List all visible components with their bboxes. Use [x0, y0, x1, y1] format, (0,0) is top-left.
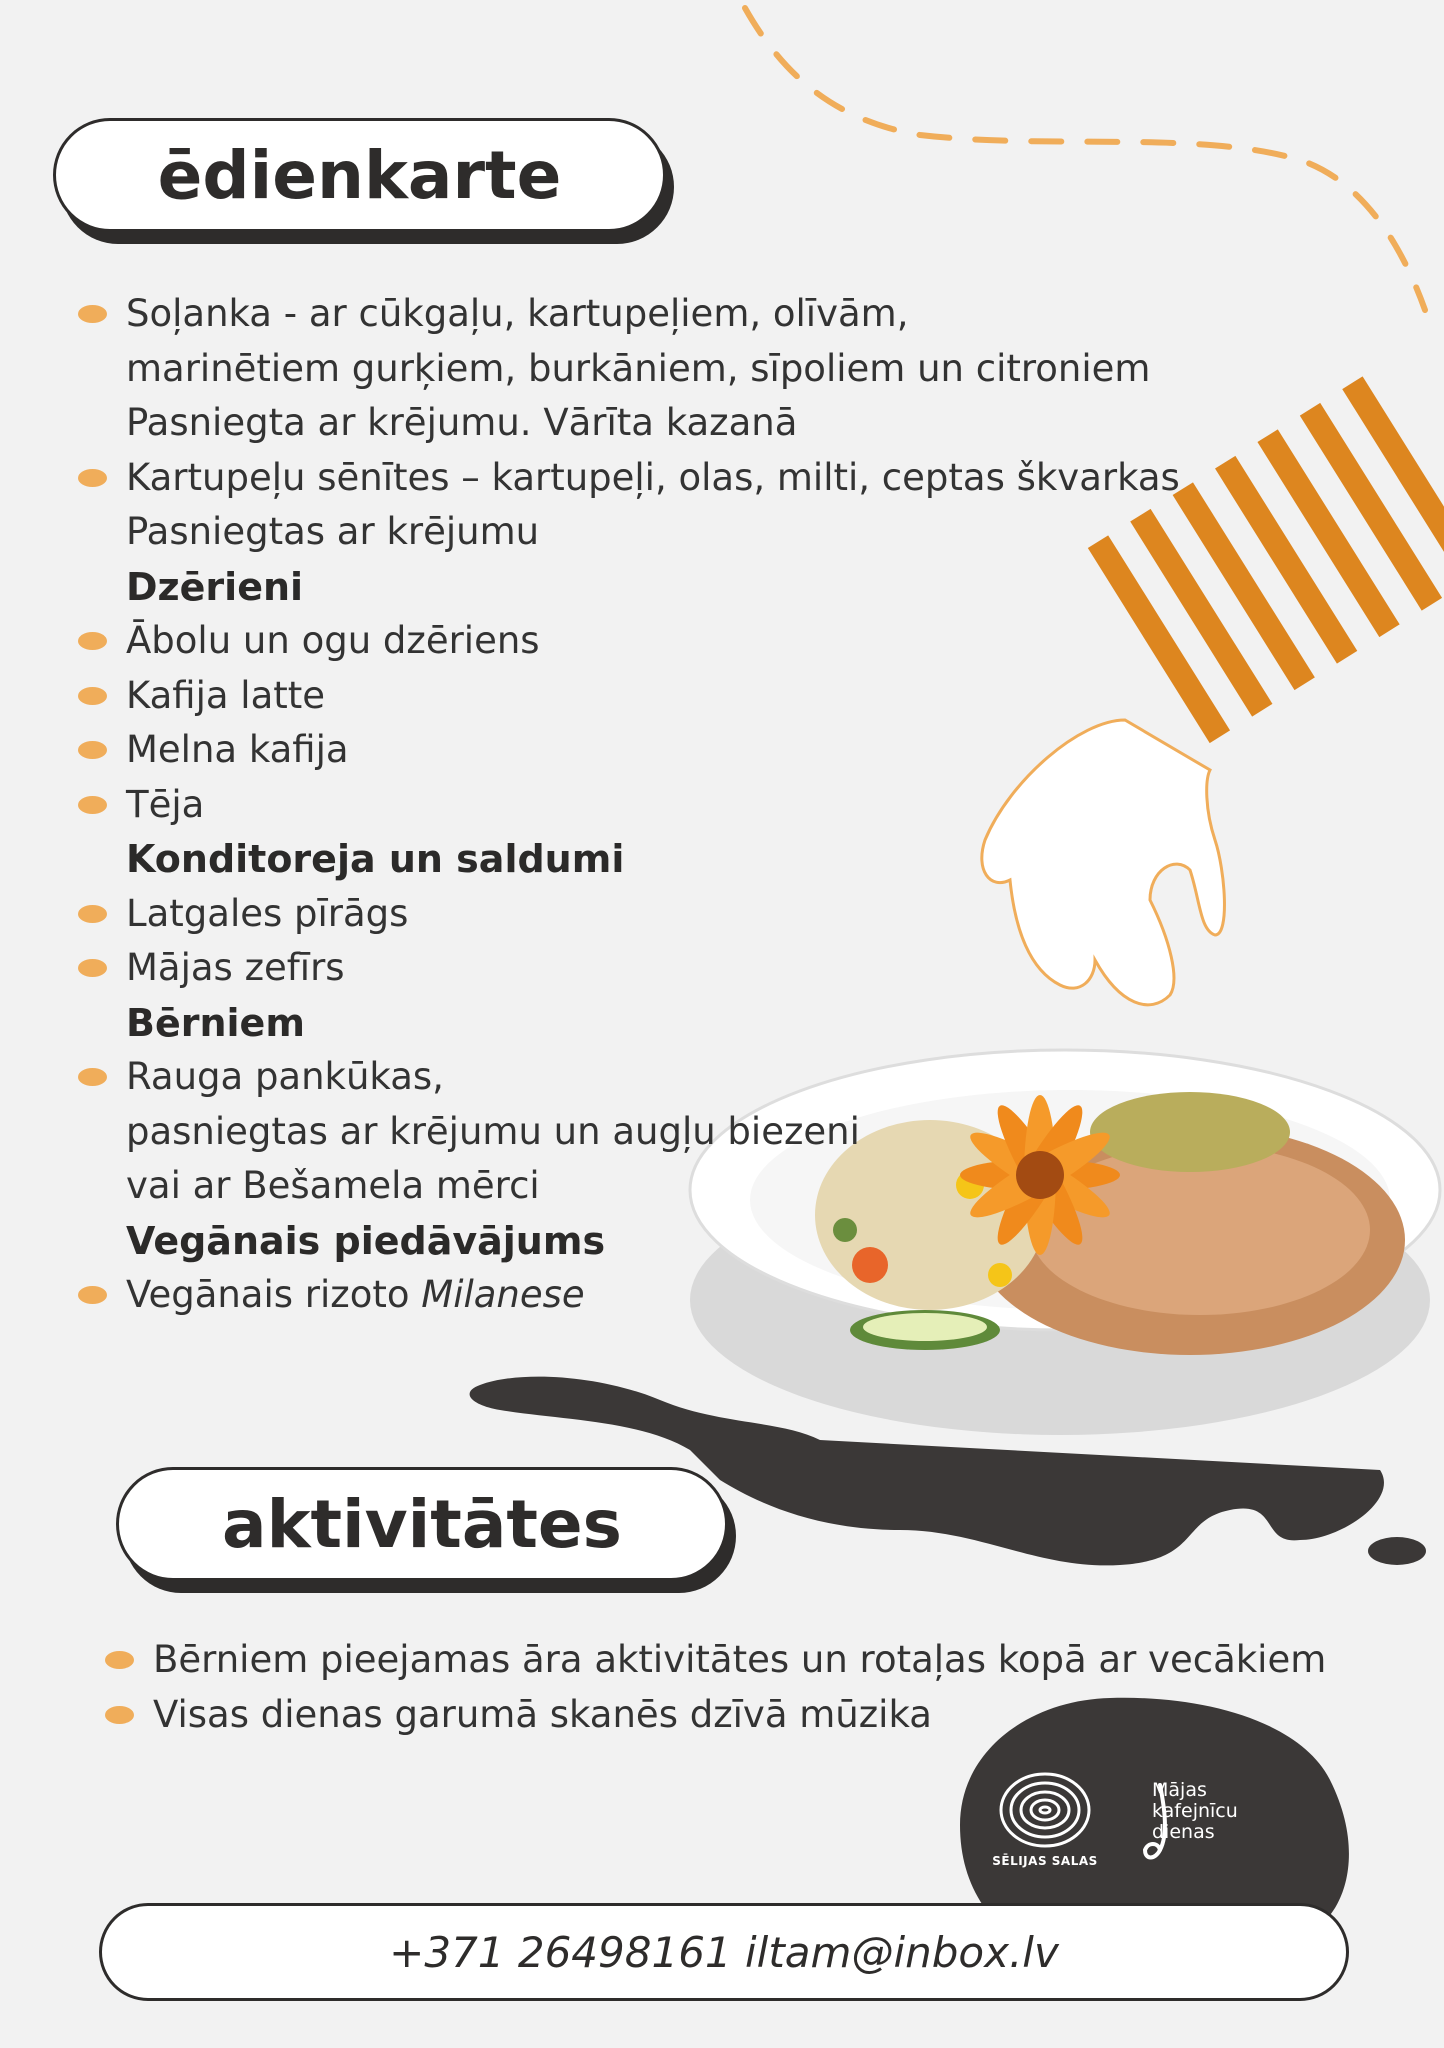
activities-list — [105, 1633, 1355, 1742]
bullet-dot — [78, 469, 107, 487]
list-item: Melna kafija — [78, 723, 1198, 778]
majas-kafejnicu-logo: Mājas kafejnīcu dienas — [1152, 1779, 1238, 1843]
bullet-dot — [78, 632, 107, 650]
bullet-dot — [78, 687, 107, 705]
list-item: Mājas zefīrs — [78, 941, 1198, 996]
bullet-dot — [78, 741, 107, 759]
bullet-dot — [78, 905, 107, 923]
list-item: Kartupeļu sēnītes – kartupeļi, olas, milti, ceptas škvarkas Pasniegtas ar krējumu — [78, 451, 1198, 560]
list-item: Latgales pīrāgs — [78, 887, 1198, 942]
list-item: Visas dienas garumā skanēs dzīvā mūzika — [105, 1688, 1355, 1743]
bullet-dot — [78, 305, 107, 323]
dashed-curve — [745, 8, 1425, 310]
list-item: Bērniem pieejamas āra aktivitātes un rotaļas kopā ar vecākiem — [105, 1633, 1355, 1688]
list-item: Vegānais rizoto Milanese — [78, 1268, 1198, 1323]
bullet-dot — [105, 1706, 134, 1724]
section-heading-drinks: Dzērieni — [126, 564, 304, 609]
list-item: Tēja — [78, 778, 1198, 833]
splat-drop — [1368, 1537, 1426, 1565]
contact-info: +371 26498161 iltam@inbox.lv — [99, 1903, 1349, 2001]
bullet-dot — [78, 959, 107, 977]
bullet-dot — [78, 1286, 107, 1304]
section-heading-pastry: Konditoreja un saldumi — [126, 837, 625, 881]
section-heading-kids: Bērniem — [126, 1000, 305, 1045]
menu-list — [78, 287, 1198, 1323]
section-heading-vegan: Vegānais piedāvājums — [126, 1218, 606, 1263]
bullet-dot — [78, 1068, 107, 1086]
list-item: Rauga pankūkas, pasniegtas ar krējumu un augļu biezeni vai ar Bešamela mērci — [78, 1050, 1198, 1214]
activities-title: aktivitātes — [116, 1467, 728, 1581]
menu-title: ēdienkarte — [53, 118, 666, 232]
selijas-salas-logo: SĒLIJAS SALAS — [992, 1854, 1098, 1868]
bullet-dot — [105, 1651, 134, 1669]
list-item: Soļanka - ar cūkgaļu, kartupeļiem, olīvām, marinētiem gurķiem, burkāniem, sīpoliem un citroniem Pasniegta ar krējumu. Vārīta kazanā — [78, 287, 1198, 451]
list-item: Ābolu un ogu dzēriens — [78, 614, 1198, 669]
bullet-dot — [78, 796, 107, 814]
list-item: Kafija latte — [78, 669, 1198, 724]
